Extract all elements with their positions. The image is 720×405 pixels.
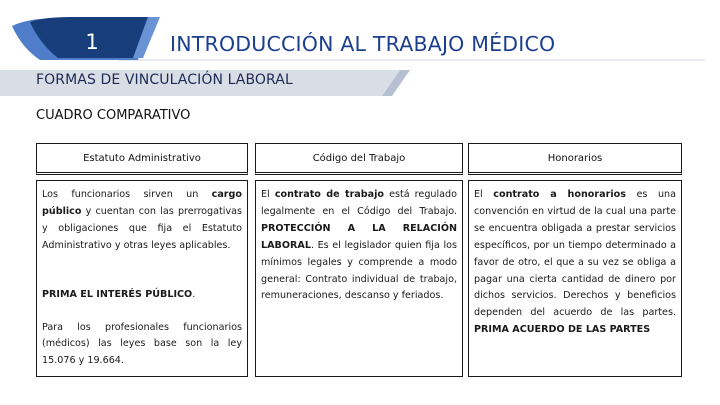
estatuto-paragraph-3: Para los profesionales funcionarios (médicos) las leyes base son la ley 15.076 y 19.664. — [42, 321, 242, 367]
estatuto-paragraph-1 — [42, 187, 242, 255]
text-span: El — [261, 189, 275, 200]
column-body-estatuto — [36, 180, 248, 377]
bold-term: PRIMA ACUERDO DE LAS PARTES — [474, 324, 651, 336]
column-header-honorarios: Honorarios — [468, 143, 682, 175]
text-span: El — [474, 189, 494, 200]
bold-term: cargo público — [42, 189, 242, 217]
column-body-codigo — [255, 180, 463, 377]
section-number: 1 — [85, 30, 99, 54]
text-span: Los funcionarios sirven un — [42, 189, 212, 200]
paragraph-gap — [42, 255, 242, 271]
text-span: y cuentan con las prerrogativas y obligaciones que fija el Estatuto Administrativo y otras leyes aplicables. — [42, 205, 242, 251]
column-body-honorarios — [468, 180, 682, 377]
honorarios-paragraph-1 — [474, 187, 676, 339]
codigo-paragraph-1 — [261, 187, 457, 305]
bold-term: PROTECCIÓN A LA RELACIÓN LABORAL — [261, 222, 457, 251]
text-span: está regulado legalmente en el Código del Trabajo. — [261, 189, 457, 217]
paragraph-gap — [42, 271, 242, 287]
bold-term: contrato de trabajo — [274, 189, 384, 200]
text-span: es una convención en virtud de la cual una parte se encuentra obligada a prestar servicios específicos, por un tiempo determinado a favor de otro, el que a su vez se obliga a pagar una cierta cantidad de dinero por dichos servicios. Derechos y beneficios dependen del acuerdo de las partes. — [474, 189, 676, 319]
column-header-estatuto: Estatuto Administrativo — [36, 143, 248, 175]
page-title: INTRODUCCIÓN AL TRABAJO MÉDICO — [170, 32, 556, 56]
section-label: CUADRO COMPARATIVO — [36, 108, 191, 123]
bold-term: PRIMA EL INTERÉS PÚBLICO — [42, 288, 193, 300]
bold-term: contrato a honorarios — [493, 189, 626, 200]
paragraph-gap — [42, 304, 242, 320]
text-span: . Es el legislador quien fija los mínimos legales y comprende a modo general: Contrato individual de trabajo, remuneraciones, descanso y feriados. — [261, 239, 457, 302]
subtitle: FORMAS DE VINCULACIÓN LABORAL — [36, 72, 293, 88]
column-header-codigo: Código del Trabajo — [255, 143, 463, 175]
estatuto-paragraph-2 — [42, 287, 242, 304]
text-span: . — [192, 288, 196, 300]
